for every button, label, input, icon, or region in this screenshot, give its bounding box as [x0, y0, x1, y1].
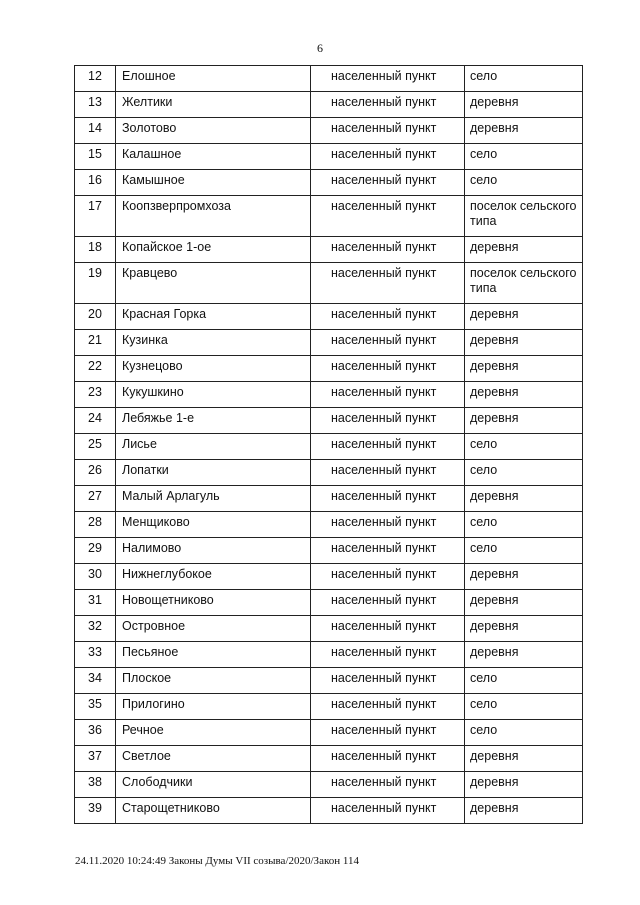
settlement-type: деревня — [465, 408, 583, 434]
document-footer: 24.11.2020 10:24:49 Законы Думы VII созыва/2020/Закон 114 — [75, 855, 359, 867]
settlement-name: Старощетниково — [116, 798, 311, 824]
table-row — [75, 304, 583, 330]
settlement-type: поселок сельского типа — [465, 263, 583, 304]
settlement-type: деревня — [465, 590, 583, 616]
settlement-name: Слободчики — [116, 772, 311, 798]
table-row — [75, 512, 583, 538]
row-number: 22 — [75, 356, 116, 382]
table-row — [75, 564, 583, 590]
settlement-name: Светлое — [116, 746, 311, 772]
row-number: 39 — [75, 798, 116, 824]
settlement-kind: населенный пункт — [311, 330, 465, 356]
settlement-name: Камышное — [116, 170, 311, 196]
row-number: 28 — [75, 512, 116, 538]
settlement-type: деревня — [465, 92, 583, 118]
row-number: 32 — [75, 616, 116, 642]
settlement-name: Налимово — [116, 538, 311, 564]
settlement-name: Кузинка — [116, 330, 311, 356]
row-number: 29 — [75, 538, 116, 564]
settlement-type: деревня — [465, 616, 583, 642]
settlement-name: Золотово — [116, 118, 311, 144]
settlement-name: Песьяное — [116, 642, 311, 668]
settlement-kind: населенный пункт — [311, 720, 465, 746]
row-number: 34 — [75, 668, 116, 694]
table-row — [75, 538, 583, 564]
settlement-name: Речное — [116, 720, 311, 746]
row-number: 13 — [75, 92, 116, 118]
settlement-name: Лисье — [116, 434, 311, 460]
settlement-type: село — [465, 694, 583, 720]
table-row — [75, 772, 583, 798]
settlement-type: поселок сельского типа — [465, 196, 583, 237]
settlement-type: деревня — [465, 642, 583, 668]
settlement-type: село — [465, 66, 583, 92]
settlement-type: село — [465, 460, 583, 486]
settlement-name: Калашное — [116, 144, 311, 170]
row-number: 16 — [75, 170, 116, 196]
settlement-kind: населенный пункт — [311, 237, 465, 263]
table-row — [75, 746, 583, 772]
settlement-name: Менщиково — [116, 512, 311, 538]
settlement-name: Кукушкино — [116, 382, 311, 408]
settlement-name: Красная Горка — [116, 304, 311, 330]
row-number: 27 — [75, 486, 116, 512]
table-row — [75, 196, 583, 237]
settlement-type: деревня — [465, 304, 583, 330]
settlement-name: Прилогино — [116, 694, 311, 720]
settlement-kind: населенный пункт — [311, 798, 465, 824]
settlement-name: Коопзверпромхоза — [116, 196, 311, 237]
table-row — [75, 694, 583, 720]
settlement-type: деревня — [465, 746, 583, 772]
row-number: 36 — [75, 720, 116, 746]
settlement-name: Лебяжье 1-е — [116, 408, 311, 434]
settlement-kind: населенный пункт — [311, 170, 465, 196]
settlement-name: Малый Арлагуль — [116, 486, 311, 512]
settlement-name: Кравцево — [116, 263, 311, 304]
settlement-kind: населенный пункт — [311, 564, 465, 590]
table-row — [75, 434, 583, 460]
table-row — [75, 460, 583, 486]
settlement-kind: населенный пункт — [311, 746, 465, 772]
table-row — [75, 720, 583, 746]
settlement-kind: населенный пункт — [311, 434, 465, 460]
table-row — [75, 66, 583, 92]
settlement-kind: населенный пункт — [311, 772, 465, 798]
settlement-type: деревня — [465, 564, 583, 590]
settlement-name: Желтики — [116, 92, 311, 118]
settlement-kind: населенный пункт — [311, 694, 465, 720]
table-row — [75, 144, 583, 170]
settlement-kind: населенный пункт — [311, 66, 465, 92]
table-row — [75, 263, 583, 304]
row-number: 31 — [75, 590, 116, 616]
settlement-kind: населенный пункт — [311, 512, 465, 538]
table-row — [75, 590, 583, 616]
row-number: 17 — [75, 196, 116, 237]
row-number: 14 — [75, 118, 116, 144]
row-number: 15 — [75, 144, 116, 170]
page-number: 6 — [317, 41, 323, 55]
settlement-type: село — [465, 538, 583, 564]
settlement-kind: населенный пункт — [311, 196, 465, 237]
settlement-type: деревня — [465, 330, 583, 356]
settlement-type: село — [465, 170, 583, 196]
table-row — [75, 616, 583, 642]
settlement-type: деревня — [465, 237, 583, 263]
settlement-kind: населенный пункт — [311, 486, 465, 512]
row-number: 37 — [75, 746, 116, 772]
row-number: 23 — [75, 382, 116, 408]
row-number: 18 — [75, 237, 116, 263]
settlement-name: Копайское 1-ое — [116, 237, 311, 263]
settlement-type: село — [465, 434, 583, 460]
settlement-kind: населенный пункт — [311, 263, 465, 304]
settlement-name: Новощетниково — [116, 590, 311, 616]
settlement-kind: населенный пункт — [311, 382, 465, 408]
row-number: 38 — [75, 772, 116, 798]
table-row — [75, 668, 583, 694]
settlement-kind: населенный пункт — [311, 304, 465, 330]
settlement-kind: населенный пункт — [311, 118, 465, 144]
table-row — [75, 237, 583, 263]
table-row — [75, 382, 583, 408]
table-row — [75, 798, 583, 824]
row-number: 12 — [75, 66, 116, 92]
table-row — [75, 642, 583, 668]
row-number: 20 — [75, 304, 116, 330]
settlement-type: деревня — [465, 382, 583, 408]
row-number: 24 — [75, 408, 116, 434]
table-row — [75, 408, 583, 434]
settlement-name: Нижнеглубокое — [116, 564, 311, 590]
row-number: 25 — [75, 434, 116, 460]
settlement-kind: населенный пункт — [311, 356, 465, 382]
settlement-name: Елошное — [116, 66, 311, 92]
settlement-kind: населенный пункт — [311, 668, 465, 694]
settlement-type: деревня — [465, 772, 583, 798]
settlement-type: деревня — [465, 356, 583, 382]
settlement-type: деревня — [465, 486, 583, 512]
settlement-name: Островное — [116, 616, 311, 642]
settlements-table — [74, 65, 583, 824]
settlement-kind: населенный пункт — [311, 460, 465, 486]
table-row — [75, 486, 583, 512]
settlement-kind: населенный пункт — [311, 92, 465, 118]
settlement-kind: населенный пункт — [311, 408, 465, 434]
settlement-type: село — [465, 144, 583, 170]
settlement-type: село — [465, 720, 583, 746]
row-number: 33 — [75, 642, 116, 668]
settlement-type: село — [465, 512, 583, 538]
table-row — [75, 170, 583, 196]
settlement-kind: населенный пункт — [311, 642, 465, 668]
row-number: 21 — [75, 330, 116, 356]
settlement-name: Плоское — [116, 668, 311, 694]
row-number: 35 — [75, 694, 116, 720]
table-row — [75, 92, 583, 118]
settlement-kind: населенный пункт — [311, 144, 465, 170]
row-number: 30 — [75, 564, 116, 590]
settlement-name: Кузнецово — [116, 356, 311, 382]
settlement-name: Лопатки — [116, 460, 311, 486]
settlement-type: село — [465, 668, 583, 694]
row-number: 19 — [75, 263, 116, 304]
table-row — [75, 118, 583, 144]
settlement-kind: населенный пункт — [311, 590, 465, 616]
table-row — [75, 330, 583, 356]
settlement-type: деревня — [465, 798, 583, 824]
settlement-type: деревня — [465, 118, 583, 144]
settlement-kind: населенный пункт — [311, 538, 465, 564]
row-number: 26 — [75, 460, 116, 486]
settlement-kind: населенный пункт — [311, 616, 465, 642]
table-row — [75, 356, 583, 382]
